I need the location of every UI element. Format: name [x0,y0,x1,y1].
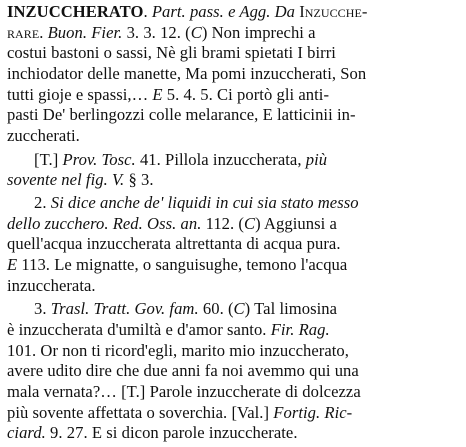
citation-text: più [305,150,328,169]
entry-text: 101. Or non ti ricord'egli, marito mio inzuccherato, [7,341,349,360]
citation-text: Fir. Rag. [270,320,330,339]
entry-text: tutti gioje e spassi,… [7,85,153,104]
entry-text: 112. ( [201,214,245,233]
citation-text: Prov. Tosc. [62,150,136,169]
entry-line [34,150,460,170]
entry-text: quell'acqua inzuccherata altrettanta di acqua pura. [7,234,341,253]
citation-text: Buon. Fier. [47,23,123,42]
entry-text: ) Non imprechi a [201,23,316,42]
citation-text: C [244,214,256,233]
entry-line [34,299,460,319]
entry-text: ) Aggiunsi a [255,214,337,233]
entry-line [7,85,460,105]
citation-text: sovente nel fig. V. [7,170,125,189]
entry-line [34,193,460,213]
entry-line [7,276,460,296]
entry-text: 113. Le mignatte, o sanguisughe, temono l'acqua [17,255,348,274]
entry-text: 60. ( [198,299,234,318]
entry-line [7,341,460,361]
entry-text: [T.] [34,150,63,169]
entry-text: più sovente affettata o soverchia. [Val.] [7,403,274,422]
entry-text: inchiodator delle manette, Ma pomi inzuccherati, Son [7,64,367,83]
entry-line [7,2,460,22]
entry-text: § 3. [124,170,154,189]
citation-text: Fortig. Ric- [273,403,353,422]
entry-line [7,320,460,340]
entry-text: è inzuccherata d'umiltà e d'amor santo. [7,320,271,339]
citation-text: E [7,255,18,274]
entry-text: rare [7,23,40,42]
citation-text: C [233,299,245,318]
entry-line [7,403,460,423]
entry-text: mala vernata?… [T.] Parole inzuccherate di dolcezza [7,382,361,401]
entry-text: 41. Pillola inzuccherata, [135,150,306,169]
entry-text: 3. 3. 12. ( [122,23,191,42]
entry-text: 2. [34,193,51,212]
entry-text: costui bastoni o sassi, Nè gli brami spietati I birri [7,43,336,62]
entry-line [7,382,460,402]
entry-text: zuccherati. [7,126,80,145]
citation-text: Trasl. Tratt. Gov. fam. [50,299,199,318]
citation-text: E [152,85,163,104]
entry-line [7,126,460,146]
entry-line [7,23,460,43]
entry-line [7,423,460,443]
entry-line [7,64,460,84]
headword: INZUCCHERATO [7,2,144,21]
entry-text: . [39,23,48,42]
entry-line [7,214,460,234]
entry-line [7,43,460,63]
entry-text: inzuccherata. [7,276,96,295]
citation-text: Part. pass. e Agg. Da [151,2,300,21]
entry-line [7,170,460,190]
entry-text: ) Tal limosina [244,299,338,318]
entry-text: 3. [34,299,51,318]
citation-text: C [190,23,202,42]
entry-text: 5. 4. 5. Ci portò gli anti- [162,85,330,104]
entry-line [7,255,460,275]
entry-text: 9. 27. E si dicon parole inzuccherate. [45,423,298,442]
citation-text: Si dice anche de' liquidi in cui sia stato messo [50,193,359,212]
entry-text: pasti De' berlingozzi colle melarance, E latticinii in- [7,105,356,124]
entry-text: avere udito dire che due anni fa noi avemmo qui una [7,361,359,380]
citation-text: ciard. [7,423,46,442]
entry-line [7,105,460,125]
entry-text: . [143,2,152,21]
citation-text: dello zucchero. Red. Oss. an. [7,214,202,233]
entry-text: Inzucche- [299,2,368,21]
entry-line [7,234,460,254]
entry-line [7,361,460,381]
